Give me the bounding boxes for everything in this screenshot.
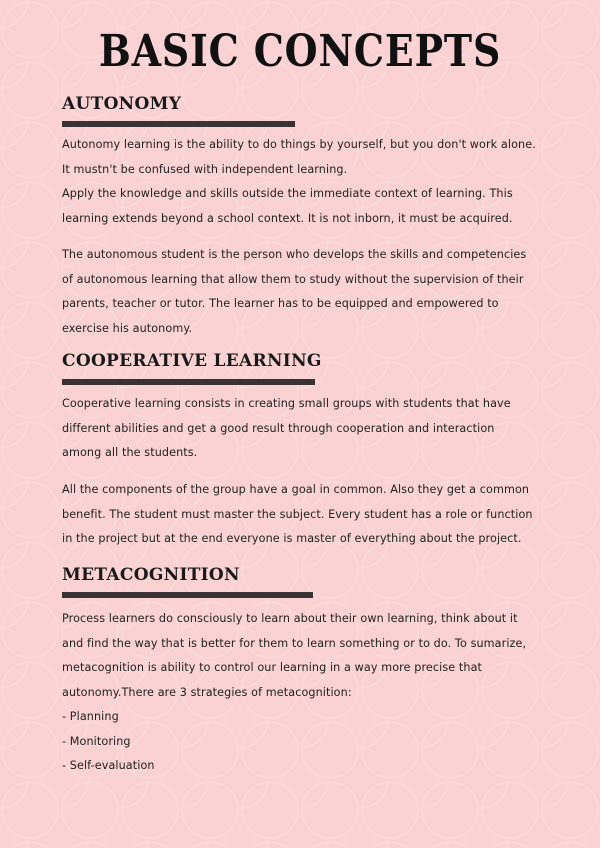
text-line: Apply the knowledge and skills outside the immediate context of learning. This [62,187,513,200]
paragraph [62,392,552,466]
paragraph [62,607,552,779]
text-line: It mustn't be confused with independent learning. [62,162,348,176]
text-line: All the components of the group have a goal in common. Also they get a common [62,483,530,496]
text-line: exercise his autonomy. [62,321,193,335]
text-line: of autonomous learning that allow them to study without the supervision of their [62,272,524,286]
section-divider [62,379,315,385]
section-divider [62,121,295,127]
text-line: metacognition is ability to control our learning in a way more precise that [62,661,483,674]
text-line: benefit. The student must master the subject. Every student has a role or function [62,507,533,521]
text-line: Process learners do consciously to learn about their own learning, think about it [62,612,518,625]
text-line: autonomy.There are 3 strategies of metacognition: [62,685,352,699]
list-item-self-evaluation: - Self-evaluation [62,759,155,772]
paragraph [62,478,552,552]
section-heading-metacognition: METACOGNITION [62,565,240,585]
list-item-monitoring: - Monitoring [62,734,131,748]
section-heading-autonomy: AUTONOMY [62,94,182,114]
text-line: parents, teacher or tutor. The learner has to be equipped and empowered to [62,297,499,310]
page-title: BASIC CONCEPTS [98,26,502,77]
paragraph [62,243,552,341]
list-item-planning: - Planning [62,710,119,723]
text-line: in the project but at the end everyone is master of everything about the project. [62,532,522,545]
text-line: and find the way that is better for them to learn something or to do. To sumarize, [62,636,527,650]
paragraph [62,133,552,231]
section-divider [62,592,313,598]
text-line: Cooperative learning consists in creating small groups with students that have [62,397,511,410]
text-line: learning extends beyond a school context. It is not inborn, it must be acquired. [62,211,513,225]
text-line: Autonomy learning is the ability to do things by yourself, but you don't work alone. [62,138,536,151]
text-line: different abilities and get a good result through cooperation and interaction [62,421,495,435]
section-heading-cooperative-learning: COOPERATIVE LEARNING [62,351,322,371]
text-line: The autonomous student is the person who develops the skills and competencies [62,248,527,261]
text-line: among all the students. [62,446,198,459]
